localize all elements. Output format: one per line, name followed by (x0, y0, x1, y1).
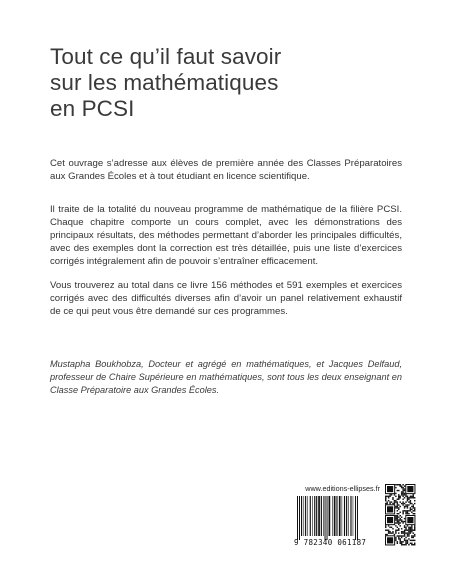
isbn-barcode (296, 496, 380, 540)
author-bio: Mustapha Boukhobza, Docteur et agrégé en mathématiques, et Jacques Delfaud, professeur de Chaire Supérieure en mathématiques, sont tous les deux enseignant en Classe Préparatoire aux Grandes Écoles. (50, 359, 402, 395)
title-line-2: sur les mathématiques (50, 70, 279, 95)
qr-code-graphic (385, 484, 417, 546)
publisher-website: www.editions-ellipses.fr (305, 484, 380, 493)
isbn-number: 9 782340 061187 (294, 538, 367, 547)
description-paragraph-2: Il traite de la totalité du nouveau programme de mathématique de la filière PCSI. Chaque chapitre comporte un cours complet, avec les démonstrations des principaux résultats, des méthodes permettant d’aborder les principales difficultés, avec des exemples dont la correction est très détaillée, puis une liste d’exercices corrigés intégralement afin de pouvoir s’entraîner efficacement. (50, 204, 402, 267)
book-title (50, 44, 410, 122)
title-line-3: en PCSI (50, 96, 135, 121)
title-line-1: Tout ce qu’il faut savoir (50, 44, 282, 69)
description-paragraph-1: Cet ouvrage s’adresse aux élèves de première année des Classes Préparatoires aux Grandes Écoles et à tout étudiant en licence scientifique. (50, 158, 402, 182)
barcode-graphic (296, 496, 380, 540)
description-paragraph-3: Vous trouverez au total dans ce livre 156 méthodes et 591 exemples et exercices corrigés avec des difficultés diverses afin d’avoir un panel relativement exhaustif de ce qui peut vous être demandé sur ces programmes. (50, 280, 402, 317)
qr-code (385, 484, 417, 546)
